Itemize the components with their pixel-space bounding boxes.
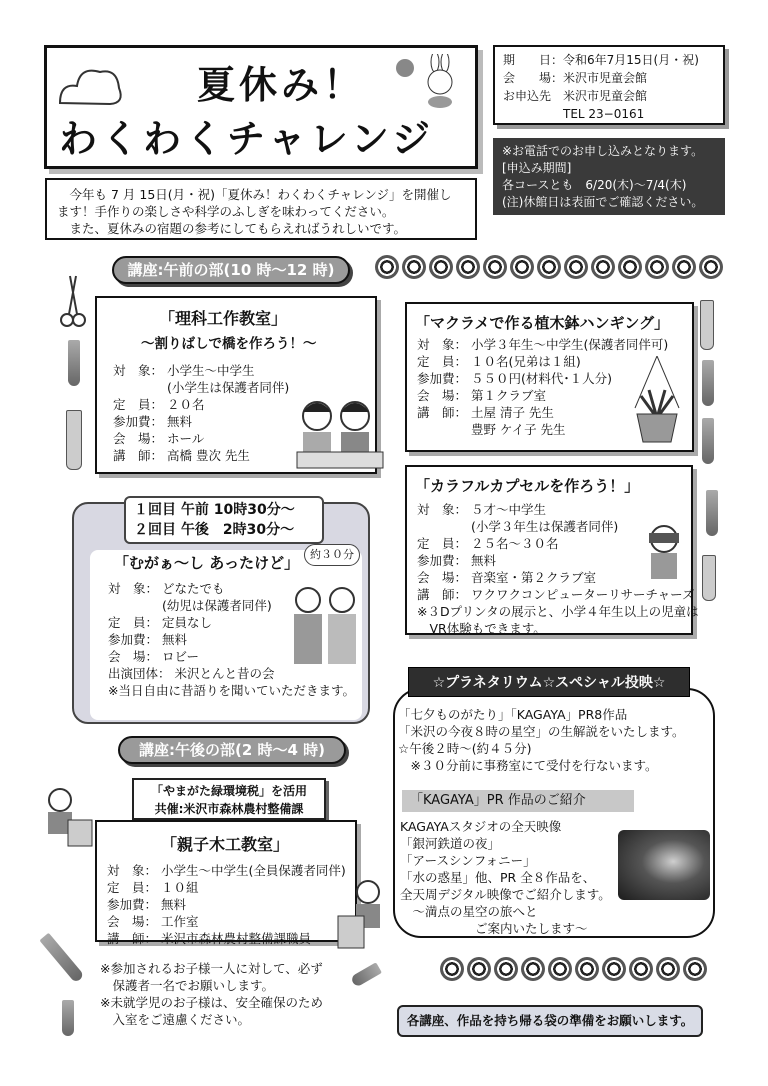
- planetarium-header: ☆プラネタリウム☆スペシャル投映☆: [408, 667, 690, 697]
- kagaya-line: 「銀河鉄道の夜」: [400, 836, 501, 851]
- planetarium-line: 「七夕ものがたり」「KAGAYA」PR8作品: [398, 707, 628, 722]
- intro-line: 今年も 7 月 15日(月・祝)「夏休み！わくわくチャレンジ」を開催し: [57, 187, 452, 202]
- course-detail: 定 員： ２０名: [113, 397, 205, 412]
- notice-line: 各コースとも 6/20(木)〜7/4(木): [502, 178, 687, 192]
- ruler-icon: [700, 300, 714, 350]
- rabbit-illustration: [391, 54, 471, 110]
- pencil-icon: [706, 490, 718, 536]
- course-detail: 定 員： ２５名〜３０名: [417, 536, 559, 551]
- pencil-icon: [702, 360, 714, 406]
- course-macrame: [405, 302, 694, 452]
- course-detail: 対 象： 小学生〜中学生: [113, 363, 255, 378]
- course-detail: 出演団体： 米沢とんと昔の会: [108, 666, 275, 681]
- pencil-icon: [350, 962, 382, 987]
- flower-garland-top: [375, 254, 723, 280]
- woodwork-note: 保護者一名でお願いします。: [100, 978, 275, 993]
- course-title: 「マクラメで作る植木鉢ハンギング」: [415, 314, 670, 332]
- kagaya-label: 「KAGAYA」PR 作品のご紹介: [402, 790, 634, 812]
- course-detail: (小学３年生は保護者同伴): [417, 519, 619, 534]
- course-detail: (幼児は保護者同伴): [108, 598, 272, 613]
- kagaya-line: 〜満点の星空の旅へと: [400, 904, 538, 919]
- storytelling-scroll: [72, 502, 370, 724]
- course-detail: 会 場： 音楽室・第２クラブ室: [417, 570, 596, 585]
- starry-sky-image: [618, 830, 710, 900]
- planetarium-line: ※３０分前に事務室にて受付を行ないます。: [398, 758, 658, 773]
- course-detail: 定 員： １０名(兄弟は１組): [417, 354, 581, 369]
- info-date: 期 日：令和6年7月15日(月・祝): [503, 53, 699, 67]
- notice-line: (注)休館日は表面でご確認ください。: [502, 195, 704, 209]
- hanging-plant-illustration: [627, 356, 687, 448]
- scissors-icon: [60, 272, 86, 328]
- elderly-couple-illustration: [288, 582, 362, 668]
- story-time-1: １回目 午前 10時30分〜: [134, 502, 295, 518]
- course-title: 「むがぁ〜し あったけど」: [114, 554, 300, 572]
- story-time-2: ２回目 午後 2時30分〜: [134, 522, 295, 538]
- event-info-box: [493, 45, 725, 125]
- course-title: 「親子木工教室」: [161, 835, 290, 854]
- title-line-1: 夏休み！: [197, 63, 366, 107]
- woodwork-note: ※未就学児のお子様は、安全確保のため: [100, 995, 323, 1010]
- course-detail: ※３Dプリンタの展示と、小学４年生以上の児童は: [417, 604, 699, 619]
- course-detail: 参加費： 無料: [107, 897, 186, 912]
- notice-line: ※お電話でのお申し込みとなります。: [502, 144, 704, 158]
- child-building-illustration: [334, 878, 390, 952]
- course-detail: 豊野 ケイ子 先生: [417, 422, 566, 437]
- bag-reminder: 各講座、作品を持ち帰る袋の準備をお願いします。: [397, 1005, 703, 1037]
- ruler-icon: [66, 410, 82, 470]
- course-detail: ※当日自由に昔語りを聞いていただきます。: [108, 683, 355, 698]
- course-detail: 講 師： ワクワクコンピューターリサーチャーズ: [417, 587, 695, 602]
- planetarium-line: ☆午後２時〜(約４５分): [398, 741, 532, 756]
- duration-badge: 約３０分: [304, 544, 360, 566]
- woodwork-note: ※参加されるお子様一人に対して、必ず: [100, 961, 323, 976]
- course-detail: 会 場： ホール: [113, 431, 205, 446]
- application-notice: [493, 138, 725, 215]
- sponsor-line-1: 「やまがた緑環境税」を活用: [150, 784, 307, 798]
- kagaya-line: 「水の惑星」他、PR 全８作品を、: [400, 870, 596, 885]
- course-detail: 会 場： 第１クラブ室: [417, 388, 546, 403]
- course-detail: 対 象： どなたでも: [108, 581, 225, 596]
- kagaya-line: 「アースシンフォニー」: [400, 853, 536, 868]
- course-detail: 講 師： 米沢市森林農村整備課職員: [107, 931, 311, 946]
- course-detail: 参加費： 無料: [113, 414, 192, 429]
- intro-line: ます！手作りの楽しさや科学のふしぎを味わってください。: [57, 204, 395, 219]
- info-venue: 会 場：米沢市児童会館: [503, 71, 648, 85]
- course-detail: 講 師： 高橋 豊次 先生: [113, 448, 250, 463]
- course-subtitle: 〜割りばしで橋を作ろう！〜: [141, 336, 317, 352]
- course-detail: 定 員： 定員なし: [108, 615, 212, 630]
- course-detail: 会 場： ロビー: [108, 649, 199, 664]
- kagaya-line: 全天周デジタル映像でご紹介します。: [400, 887, 611, 902]
- course-detail: 対 象： 小学生〜中学生(全員保護者同伴): [107, 863, 346, 878]
- child-building-illustration: [40, 786, 96, 848]
- afternoon-section-label: 講座:午後の部(2 時〜4 時): [118, 736, 346, 764]
- info-apply: お申込先 米沢市児童会館: [503, 89, 648, 103]
- course-title: 「理科工作教室」: [159, 309, 288, 328]
- ruler-icon: [702, 555, 716, 601]
- course-detail: 対 象： 小学３年生〜中学生(保護者同伴可): [417, 337, 669, 352]
- course-detail: (小学生は保護者同伴): [113, 380, 290, 395]
- info-tel: TEL 23−0161: [503, 107, 645, 121]
- notice-line: [申込み期間]: [502, 161, 572, 175]
- vr-child-illustration: [639, 523, 689, 583]
- course-capsule: [405, 465, 699, 636]
- pencil-icon: [68, 340, 80, 386]
- children-crafting-illustration: [293, 394, 387, 472]
- course-detail: 講 師： 土屋 清子 先生: [417, 405, 554, 420]
- kagaya-line: KAGAYAスタジオの全天映像: [400, 819, 562, 834]
- sponsor-box: [132, 778, 326, 820]
- course-detail: 参加費： 無料: [417, 553, 496, 568]
- woodwork-note: 入室をご遠慮ください。: [100, 1012, 251, 1027]
- course-detail: 参加費： ５５０円(材料代･１人分): [417, 371, 612, 386]
- course-detail: VR体験もできます。: [417, 621, 546, 636]
- intro-text: [45, 178, 477, 240]
- sponsor-line-2: 共催:米沢市森林農村整備課: [154, 802, 304, 816]
- course-detail: 会 場： 工作室: [107, 914, 199, 929]
- course-woodwork: [95, 820, 357, 946]
- course-detail: 定 員： １０組: [107, 880, 199, 895]
- course-detail: 参加費： 無料: [108, 632, 187, 647]
- scissors-icon: [702, 418, 714, 464]
- pencil-icon: [62, 1000, 74, 1036]
- pencil-icon: [39, 933, 84, 984]
- planetarium-line: 「米沢の今夜８時の星空」の生解説をいたします。: [398, 724, 685, 739]
- flower-garland-bottom: [440, 956, 707, 982]
- course-title: 「カラフルカプセルを作ろう！」: [415, 477, 640, 495]
- morning-section-label: 講座:午前の部(10 時〜12 時): [112, 256, 350, 284]
- cloud-illustration: [55, 58, 125, 108]
- course-detail: 対 象： ５才〜中学生: [417, 502, 546, 517]
- course-rika: [95, 296, 377, 474]
- title-box: [44, 45, 478, 169]
- kagaya-line: ご案内いたします〜: [400, 921, 588, 936]
- intro-line: また、夏休みの宿題の参考にしてもらえればうれしいです。: [57, 221, 407, 236]
- title-line-2: わくわくチャレンジ: [59, 117, 434, 161]
